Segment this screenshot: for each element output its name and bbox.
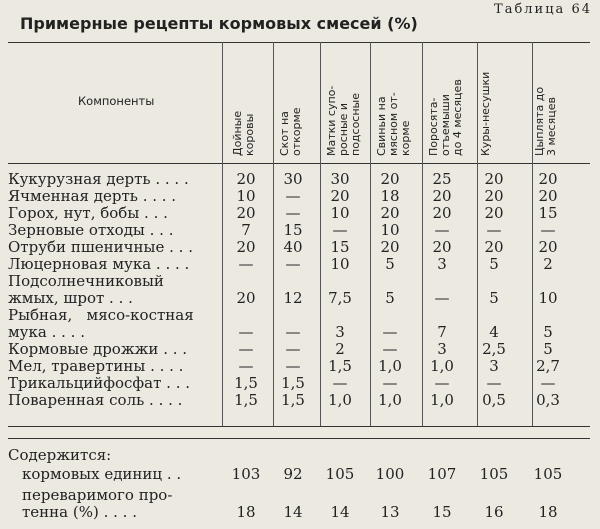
column-header: Дойные коровы <box>231 110 256 156</box>
summary-cell: 14 <box>330 503 350 521</box>
row-cell: — <box>285 340 301 358</box>
row-cell: 20 <box>484 187 504 205</box>
row-cell: 12 <box>283 289 303 307</box>
row-cell: — <box>238 357 254 375</box>
summary-cell: 105 <box>479 465 509 483</box>
row-cell: 20 <box>432 238 452 256</box>
row-label: Зерновые отходы . . . <box>8 221 174 239</box>
row-cell: 20 <box>484 238 504 256</box>
row-cell: 5 <box>385 255 395 273</box>
row-cell: 20 <box>484 204 504 222</box>
row-label: Мел, травертины . . . . <box>8 357 184 375</box>
row-label: Ячменная дерть . . . . <box>8 187 177 205</box>
row-cell: 5 <box>489 255 499 273</box>
row-cell: 5 <box>489 289 499 307</box>
row-cell: 1,0 <box>378 391 402 409</box>
row-cell: 15 <box>283 221 303 239</box>
summary-label: кормовых единиц . . <box>22 465 182 483</box>
row-cell: 15 <box>538 204 558 222</box>
summary-cell: 105 <box>533 465 563 483</box>
row-cell: 3 <box>437 255 447 273</box>
row-cell: 10 <box>330 255 350 273</box>
row-cell: 2,5 <box>482 340 506 358</box>
table-number: Таблица 64 <box>494 2 592 17</box>
row-cell: 10 <box>538 289 558 307</box>
row-cell: 1,5 <box>234 374 258 392</box>
row-label: Отруби пшеничные . . . <box>8 238 193 256</box>
row-cell: 20 <box>538 170 558 188</box>
row-label: Люцерновая мука . . . . <box>8 255 190 273</box>
row-label: Рыбная, мясо-костная <box>8 306 194 324</box>
row-cell: 4 <box>489 323 499 341</box>
row-cell: — <box>434 221 450 239</box>
row-cell: — <box>486 374 502 392</box>
header-rule <box>8 163 590 164</box>
row-cell: — <box>382 340 398 358</box>
row-cell: 7 <box>437 323 447 341</box>
summary-cell: 13 <box>380 503 400 521</box>
row-cell: 30 <box>283 170 303 188</box>
column-header: Поросята- отъемыши до 4 месяцев <box>427 79 464 156</box>
summary-rule <box>8 438 590 439</box>
row-cell: — <box>285 323 301 341</box>
row-cell: 10 <box>330 204 350 222</box>
row-cell: 20 <box>330 187 350 205</box>
row-cell: 20 <box>432 187 452 205</box>
summary-cell: 105 <box>325 465 355 483</box>
row-cell: 7,5 <box>328 289 352 307</box>
summary-cell: 100 <box>375 465 405 483</box>
top-rule <box>8 42 590 43</box>
row-cell: — <box>434 289 450 307</box>
row-cell: 1,0 <box>430 357 454 375</box>
row-cell: 1,5 <box>234 391 258 409</box>
row-cell: 20 <box>538 238 558 256</box>
column-header: Свиньи на мясном от- корме <box>375 92 412 156</box>
row-cell: 20 <box>380 204 400 222</box>
summary-cell: 14 <box>283 503 303 521</box>
row-cell: 1,0 <box>430 391 454 409</box>
row-cell: 3 <box>489 357 499 375</box>
row-label: Кормовые дрожжи . . . <box>8 340 188 358</box>
row-cell: 1,5 <box>328 357 352 375</box>
row-cell: — <box>434 374 450 392</box>
row-cell: 20 <box>380 238 400 256</box>
table-title: Примерные рецепты кормовых смесей (%) <box>20 14 418 33</box>
summary-label: тенна (%) . . . . <box>22 503 137 521</box>
row-cell: 20 <box>432 204 452 222</box>
row-cell: 0,3 <box>536 391 560 409</box>
row-cell: 20 <box>484 170 504 188</box>
row-cell: 3 <box>335 323 345 341</box>
summary-cell: 18 <box>538 503 558 521</box>
row-cell: — <box>540 374 556 392</box>
row-cell: 5 <box>543 323 553 341</box>
row-cell: — <box>486 221 502 239</box>
row-label: Трикальцийфосфат . . . <box>8 374 191 392</box>
row-cell: 20 <box>236 238 256 256</box>
summary-cell: 103 <box>231 465 261 483</box>
row-cell: — <box>540 221 556 239</box>
row-cell: 1,5 <box>281 374 305 392</box>
row-cell: 20 <box>538 187 558 205</box>
table-bottom-rule <box>8 426 590 427</box>
row-label: Поваренная соль . . . . <box>8 391 183 409</box>
summary-cell: 16 <box>484 503 504 521</box>
column-header: Матки супо- росные и подсосные <box>325 85 362 156</box>
row-cell: 1,0 <box>378 357 402 375</box>
row-cell: — <box>332 221 348 239</box>
summary-cell: 92 <box>283 465 303 483</box>
row-cell: 20 <box>236 170 256 188</box>
components-header: Компоненты <box>78 94 155 108</box>
row-cell: 18 <box>380 187 400 205</box>
row-cell: — <box>382 374 398 392</box>
row-cell: — <box>332 374 348 392</box>
column-header: Скот на откорме <box>278 107 303 156</box>
row-cell: 15 <box>330 238 350 256</box>
row-cell: 1,5 <box>281 391 305 409</box>
row-cell: 2 <box>543 255 553 273</box>
column-header: Цыплята до 3 месяцев <box>533 86 558 156</box>
row-cell: 2 <box>335 340 345 358</box>
row-cell: — <box>382 323 398 341</box>
summary-label: переваримого про- <box>22 486 173 504</box>
row-cell: 5 <box>543 340 553 358</box>
row-label: Подсолнечниковый <box>8 272 164 290</box>
row-cell: 2,7 <box>536 357 560 375</box>
row-label: Кукурузная дерть . . . . <box>8 170 189 188</box>
row-cell: 20 <box>236 289 256 307</box>
row-cell: — <box>285 204 301 222</box>
row-cell: — <box>238 323 254 341</box>
row-cell: — <box>285 357 301 375</box>
row-label: мука . . . . <box>8 323 85 341</box>
column-divider <box>222 42 223 426</box>
row-cell: 7 <box>241 221 251 239</box>
row-label: Горох, нут, бобы . . . <box>8 204 168 222</box>
row-cell: 20 <box>380 170 400 188</box>
summary-cell: 107 <box>427 465 457 483</box>
row-cell: — <box>285 255 301 273</box>
summary-heading: Содержится: <box>8 446 112 464</box>
row-cell: 1,0 <box>328 391 352 409</box>
summary-cell: 18 <box>236 503 256 521</box>
row-cell: — <box>238 255 254 273</box>
row-cell: 0,5 <box>482 391 506 409</box>
row-label: жмых, шрот . . . <box>8 289 133 307</box>
row-cell: 10 <box>380 221 400 239</box>
row-cell: — <box>238 340 254 358</box>
row-cell: 30 <box>330 170 350 188</box>
row-cell: 5 <box>385 289 395 307</box>
row-cell: 3 <box>437 340 447 358</box>
row-cell: — <box>285 187 301 205</box>
summary-cell: 15 <box>432 503 452 521</box>
row-cell: 20 <box>236 204 256 222</box>
row-cell: 25 <box>432 170 452 188</box>
row-cell: 40 <box>283 238 303 256</box>
column-header: Куры-несушки <box>479 71 492 156</box>
row-cell: 10 <box>236 187 256 205</box>
